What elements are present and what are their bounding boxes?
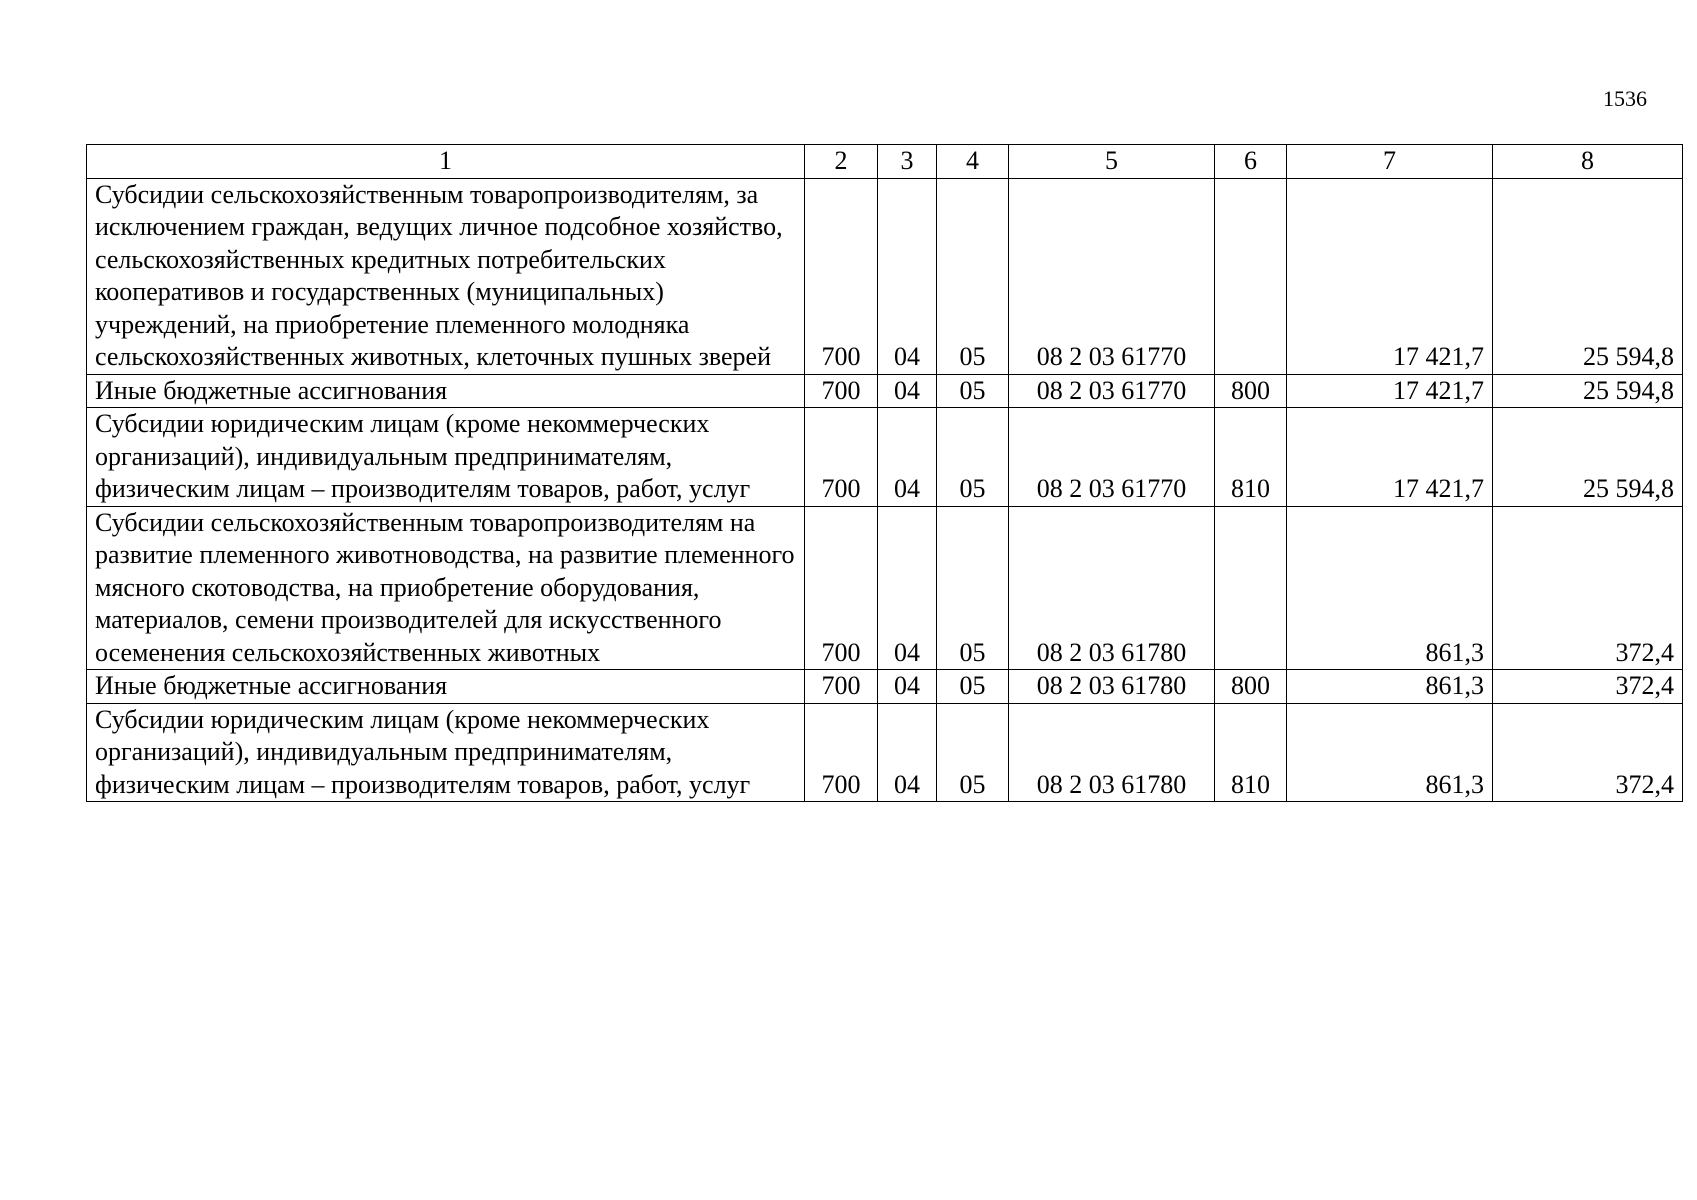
amount-year-1: 861,3	[1287, 506, 1493, 670]
subsection-code: 05	[937, 374, 1009, 408]
row-name: Субсидии юридическим лицам (кроме некоммерческих организаций), индивидуальным предпринимателям, физическим лицам – производителям товаров, работ, услуг	[87, 703, 805, 802]
ministry-code: 700	[805, 703, 878, 802]
column-header: 6	[1215, 145, 1287, 179]
target-code: 08 2 03 61770	[1009, 178, 1215, 374]
amount-year-2: 372,4	[1493, 703, 1683, 802]
section-code: 04	[878, 374, 937, 408]
column-header: 7	[1287, 145, 1493, 179]
ministry-code: 700	[805, 408, 878, 507]
expense-type-code	[1215, 506, 1287, 670]
ministry-code: 700	[805, 374, 878, 408]
section-code: 04	[878, 408, 937, 507]
expense-type-code: 800	[1215, 670, 1287, 704]
section-code: 04	[878, 178, 937, 374]
amount-year-1: 17 421,7	[1287, 408, 1493, 507]
page-number: 1536	[1603, 86, 1647, 111]
row-name: Субсидии сельскохозяйственным товаропроизводителям, за исключением граждан, ведущих личное подсобное хозяйство, сельскохозяйственных кредитных потребительских кооперативов и государственных (муниципальных) учреждений, на приобретение племенного молодняка сельскохозяйственных животных, клеточных пушных зверей	[87, 178, 805, 374]
amount-year-2: 25 594,8	[1493, 374, 1683, 408]
header-row	[87, 145, 1683, 179]
row-name: Иные бюджетные ассигнования	[87, 374, 805, 408]
ministry-code: 700	[805, 178, 878, 374]
table-row	[87, 670, 1683, 704]
expense-type-code: 800	[1215, 374, 1287, 408]
amount-year-2: 25 594,8	[1493, 178, 1683, 374]
expense-type-code: 810	[1215, 703, 1287, 802]
ministry-code: 700	[805, 506, 878, 670]
section-code: 04	[878, 670, 937, 704]
column-header: 2	[805, 145, 878, 179]
amount-year-1: 861,3	[1287, 703, 1493, 802]
subsection-code: 05	[937, 670, 1009, 704]
amount-year-2: 372,4	[1493, 506, 1683, 670]
expense-type-code	[1215, 178, 1287, 374]
section-code: 04	[878, 703, 937, 802]
table-row	[87, 506, 1683, 670]
subsection-code: 05	[937, 703, 1009, 802]
row-name: Иные бюджетные ассигнования	[87, 670, 805, 704]
amount-year-1: 861,3	[1287, 670, 1493, 704]
target-code: 08 2 03 61780	[1009, 506, 1215, 670]
amount-year-2: 372,4	[1493, 670, 1683, 704]
target-code: 08 2 03 61770	[1009, 374, 1215, 408]
table-row	[87, 703, 1683, 802]
column-header: 4	[937, 145, 1009, 179]
section-code: 04	[878, 506, 937, 670]
budget-table	[86, 144, 1683, 802]
amount-year-1: 17 421,7	[1287, 178, 1493, 374]
target-code: 08 2 03 61780	[1009, 670, 1215, 704]
row-name: Субсидии сельскохозяйственным товаропроизводителям на развитие племенного животноводства, на развитие племенного мясного скотоводства, на приобретение оборудования, материалов, семени производителей для искусственного осеменения сельскохозяйственных животных	[87, 506, 805, 670]
column-header: 3	[878, 145, 937, 179]
table-row	[87, 408, 1683, 507]
expense-type-code: 810	[1215, 408, 1287, 507]
subsection-code: 05	[937, 506, 1009, 670]
target-code: 08 2 03 61780	[1009, 703, 1215, 802]
column-header: 8	[1493, 145, 1683, 179]
amount-year-2: 25 594,8	[1493, 408, 1683, 507]
table-row	[87, 374, 1683, 408]
ministry-code: 700	[805, 670, 878, 704]
column-header: 5	[1009, 145, 1215, 179]
column-header: 1	[87, 145, 805, 179]
subsection-code: 05	[937, 408, 1009, 507]
amount-year-1: 17 421,7	[1287, 374, 1493, 408]
table-row	[87, 178, 1683, 374]
row-name: Субсидии юридическим лицам (кроме некоммерческих организаций), индивидуальным предпринимателям, физическим лицам – производителям товаров, работ, услуг	[87, 408, 805, 507]
subsection-code: 05	[937, 178, 1009, 374]
target-code: 08 2 03 61770	[1009, 408, 1215, 507]
